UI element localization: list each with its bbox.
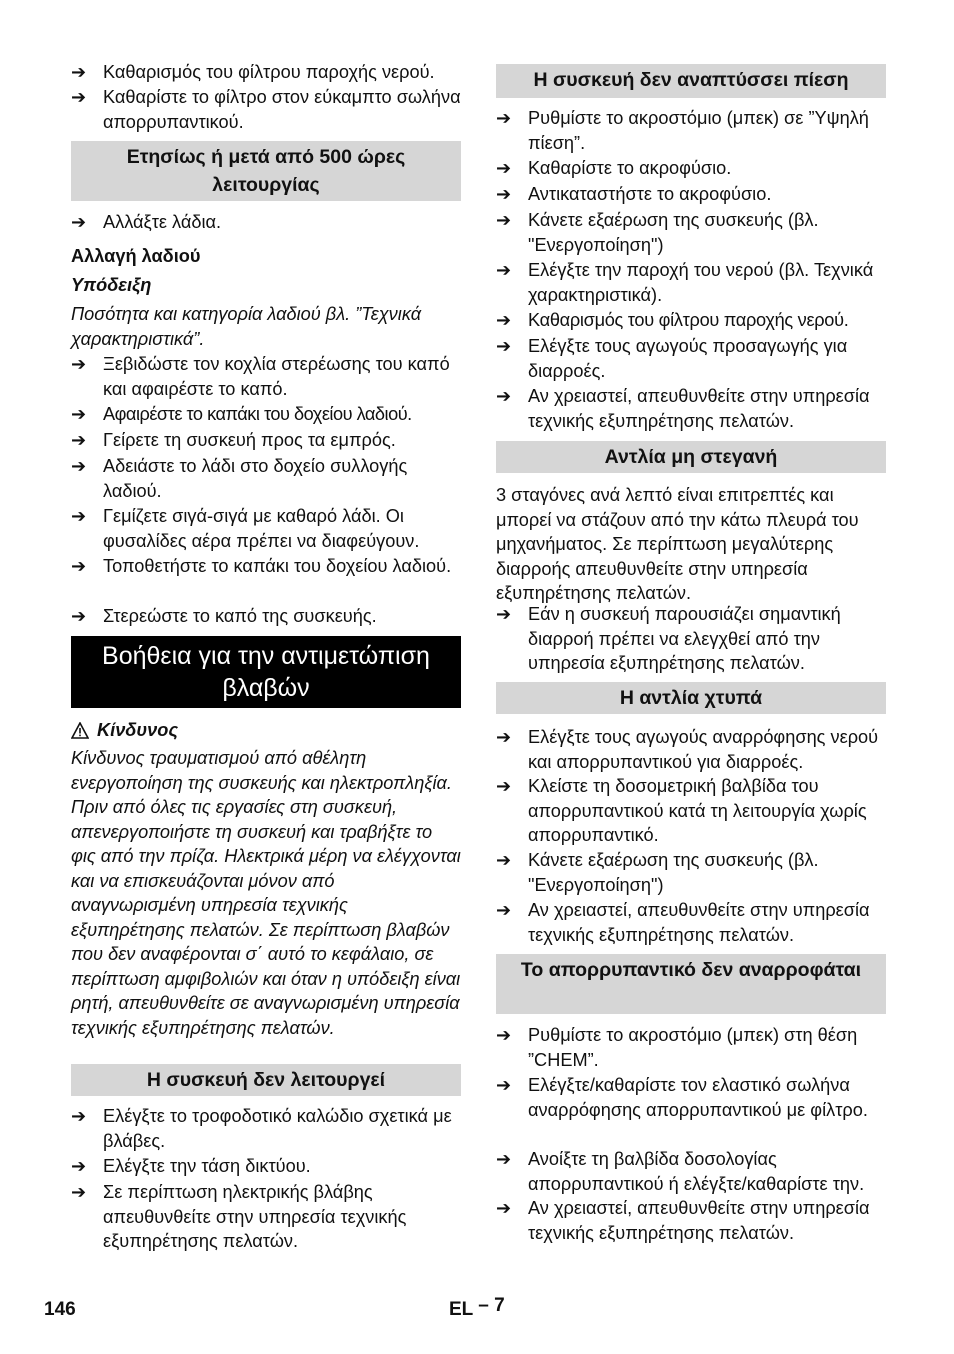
warning-triangle-icon: [71, 722, 89, 739]
list-item: ➔ Ελέγξτε τους αγωγούς αναρρόφησης νερού και απορρυπαντικού για διαρροές.: [496, 725, 886, 774]
list-item: ➔ Κάνετε εξαέρωση της συσκευής (βλ. "Ενεργοποίηση"): [496, 848, 886, 897]
section-number: – 7: [478, 1295, 505, 1316]
list-item: ➔ Ρυθμίστε το ακροστόμιο (μπεκ) στη θέση ”CHEM”.: [496, 1023, 886, 1072]
list-item: ➔ Καθαρισμός του φίλτρου παροχής νερού.: [71, 60, 461, 85]
page-number: 146: [44, 1299, 76, 1320]
arrow-right-icon: ➔: [71, 606, 87, 626]
arrow-right-icon: ➔: [496, 310, 512, 330]
list-item: ➔ Ελέγξτε/καθαρίστε τον ελαστικό σωλήνα αναρρόφησης απορρυπαντικού με φίλτρο.: [496, 1073, 886, 1122]
list-item: ➔ Ελέγξτε τους αγωγούς προσαγωγής για διαρροές.: [496, 334, 886, 383]
section-heading-pump-leak: Αντλία μη στεγανή: [496, 441, 886, 473]
arrow-right-icon: ➔: [496, 386, 512, 406]
list-item: ➔ Ελέγξτε το τροφοδοτικό καλώδιο σχετικά με βλάβες.: [71, 1104, 461, 1153]
section-heading-not-working: Η συσκευή δεν λειτουργεί: [71, 1064, 461, 1096]
list-item: ➔ Ξεβιδώστε τον κοχλία στερέωσης του καπό και αφαιρέστε το καπό.: [71, 352, 461, 401]
list-item: ➔ Στερεώστε το καπό της συσκευής.: [71, 604, 461, 629]
arrow-right-icon: ➔: [496, 210, 512, 230]
chapter-title: Βοήθεια για την αντιμετώπιση βλαβών: [71, 636, 461, 708]
list-item: ➔ Γείρετε τη συσκευή προς τα εμπρός.: [71, 428, 461, 453]
danger-heading: [71, 718, 461, 743]
arrow-right-icon: ➔: [496, 260, 512, 280]
arrow-right-icon: ➔: [71, 1106, 87, 1126]
danger-text: Κίνδυνος τραυματισμού από αθέλητη ενεργοποίηση της συσκευής και ηλεκτροπληξία. Πριν από όλες τις εργασίες στη συσκευή, απενεργοποιήστε τη συσκευή και τραβήξτε το φις από την πρίζα. Ηλεκτρικά μέρη να ελέγχονται και να επισκευάζονται μόνον από αναγνωρισμένη υπηρεσία τεχνικής εξυπηρέτησης πελατών. Σε περίπτωση βλαβών που δεν αναφέρονται σ΄ αυτό το κεφάλαιο, σε περίπτωση αμφιβολιών και όταν η υπόδειξη είναι ρητή, απευθυνθείτε σε αναγνωρισμένη υπηρεσία τεχνικής εξυπηρέτησης πελατών.: [71, 748, 461, 1038]
list-item: ➔ Αφαιρέστε το καπάκι του δοχείου λαδιού.: [71, 402, 461, 427]
list-item: ➔ Ρυθμίστε το ακροστόμιο (μπεκ) σε ”Υψηλή πίεση”.: [496, 106, 886, 155]
list-item: ➔ Αδειάστε το λάδι στο δοχείο συλλογής λαδιού.: [71, 454, 461, 503]
list-item: ➔ Καθαρίστε το ακροφύσιο.: [496, 156, 886, 181]
arrow-right-icon: ➔: [71, 556, 87, 576]
arrow-right-icon: ➔: [71, 456, 87, 476]
arrow-right-icon: ➔: [496, 1025, 512, 1045]
arrow-right-icon: ➔: [71, 62, 87, 82]
list-item: ➔ Αν χρειαστεί, απευθυνθείτε στην υπηρεσία τεχνικής εξυπηρέτησης πελατών.: [496, 898, 886, 947]
arrow-right-icon: ➔: [71, 430, 87, 450]
arrow-right-icon: ➔: [71, 1156, 87, 1176]
note-label: Υπόδειξη: [71, 275, 152, 295]
arrow-right-icon: ➔: [496, 158, 512, 178]
section-heading-pump-knocks: Η αντλία χτυπά: [496, 682, 886, 714]
section-heading-annual: Ετησίως ή μετά από 500 ώρες λειτουργίας: [71, 141, 461, 201]
arrow-right-icon: ➔: [496, 776, 512, 796]
arrow-right-icon: ➔: [496, 184, 512, 204]
arrow-right-icon: ➔: [496, 1075, 512, 1095]
list-item: ➔ Αλλάξτε λάδια.: [71, 210, 461, 235]
list-item: ➔ Ανοίξτε τη βαλβίδα δοσολογίας απορρυπαντικού ή ελέγξτε/καθαρίστε την.: [496, 1147, 886, 1196]
arrow-right-icon: ➔: [496, 604, 512, 624]
arrow-right-icon: ➔: [71, 354, 87, 374]
arrow-right-icon: ➔: [496, 900, 512, 920]
list-item: ➔ Αν χρειαστεί, απευθυνθείτε στην υπηρεσία τεχνικής εξυπηρέτησης πελατών.: [496, 1196, 886, 1245]
note-text: Ποσότητα και κατηγορία λαδιού βλ. ”Τεχνικά χαρακτηριστικά”.: [71, 304, 422, 349]
list-item: ➔ Κλείστε τη δοσομετρική βαλβίδα του απορρυπαντικού κατά τη λειτουργία χωρίς απορρυπαντικό.: [496, 774, 886, 848]
list-item: ➔ Σε περίπτωση ηλεκτρικής βλάβης απευθυνθείτε στην υπηρεσία τεχνικής εξυπηρέτησης πελατών.: [71, 1180, 461, 1254]
arrow-right-icon: ➔: [71, 506, 87, 526]
list-item: ➔ Καθαρισμός του φίλτρου παροχής νερού.: [496, 308, 886, 333]
arrow-right-icon: ➔: [496, 1198, 512, 1218]
leak-text: 3 σταγόνες ανά λεπτό είναι επιτρεπτές και μπορεί να στάζουν από την κάτω πλευρά του μηχανήματος. Σε περίπτωση μεγαλύτερης διαρροής απευθυνθείτε στην υπηρεσία εξυπηρέτησης πελατών.: [496, 485, 859, 603]
list-item: ➔ Καθαρίστε το φίλτρο στον εύκαμπτο σωλήνα απορρυπαντικού.: [71, 85, 461, 134]
list-item: ➔ Τοποθετήστε το καπάκι του δοχείου λαδιού.: [71, 554, 461, 579]
language-code: EL: [449, 1299, 473, 1320]
list-item: ➔ Αν χρειαστεί, απευθυνθείτε στην υπηρεσία τεχνικής εξυπηρέτησης πελατών.: [496, 384, 886, 433]
list-item: ➔ Ελέγξτε την παροχή του νερού (βλ. Τεχνικά χαρακτηριστικά).: [496, 258, 886, 307]
arrow-right-icon: ➔: [496, 336, 512, 356]
footer-language-section: [449, 1295, 505, 1323]
list-item: ➔ Γεμίζετε σιγά-σιγά με καθαρό λάδι. Οι φυσαλίδες αέρα πρέπει να διαφεύγουν.: [71, 504, 461, 553]
list-item: ➔ Κάνετε εξαέρωση της συσκευής (βλ. "Ενεργοποίηση"): [496, 208, 886, 257]
arrow-right-icon: ➔: [496, 727, 512, 747]
arrow-right-icon: ➔: [496, 850, 512, 870]
list-item: ➔ Εάν η συσκευή παρουσιάζει σημαντική διαρροή πρέπει να ελεγχθεί από την υπηρεσία εξυπηρέτησης πελατών.: [496, 602, 886, 676]
danger-label: Κίνδυνος: [97, 720, 179, 740]
subheading-oil-change: Αλλαγή λαδιού: [71, 246, 201, 266]
list-item: ➔ Ελέγξτε την τάση δικτύου.: [71, 1154, 461, 1179]
arrow-right-icon: ➔: [496, 1149, 512, 1169]
arrow-right-icon: ➔: [71, 212, 87, 232]
section-heading-no-detergent: Το απορρυπαντικό δεν αναρροφάται: [496, 954, 886, 1014]
section-heading-no-pressure: Η συσκευή δεν αναπτύσσει πίεση: [496, 64, 886, 98]
arrow-right-icon: ➔: [71, 404, 87, 424]
arrow-right-icon: ➔: [496, 108, 512, 128]
arrow-right-icon: ➔: [71, 87, 87, 107]
arrow-right-icon: ➔: [71, 1182, 87, 1202]
list-item: ➔ Αντικαταστήστε το ακροφύσιο.: [496, 182, 886, 207]
